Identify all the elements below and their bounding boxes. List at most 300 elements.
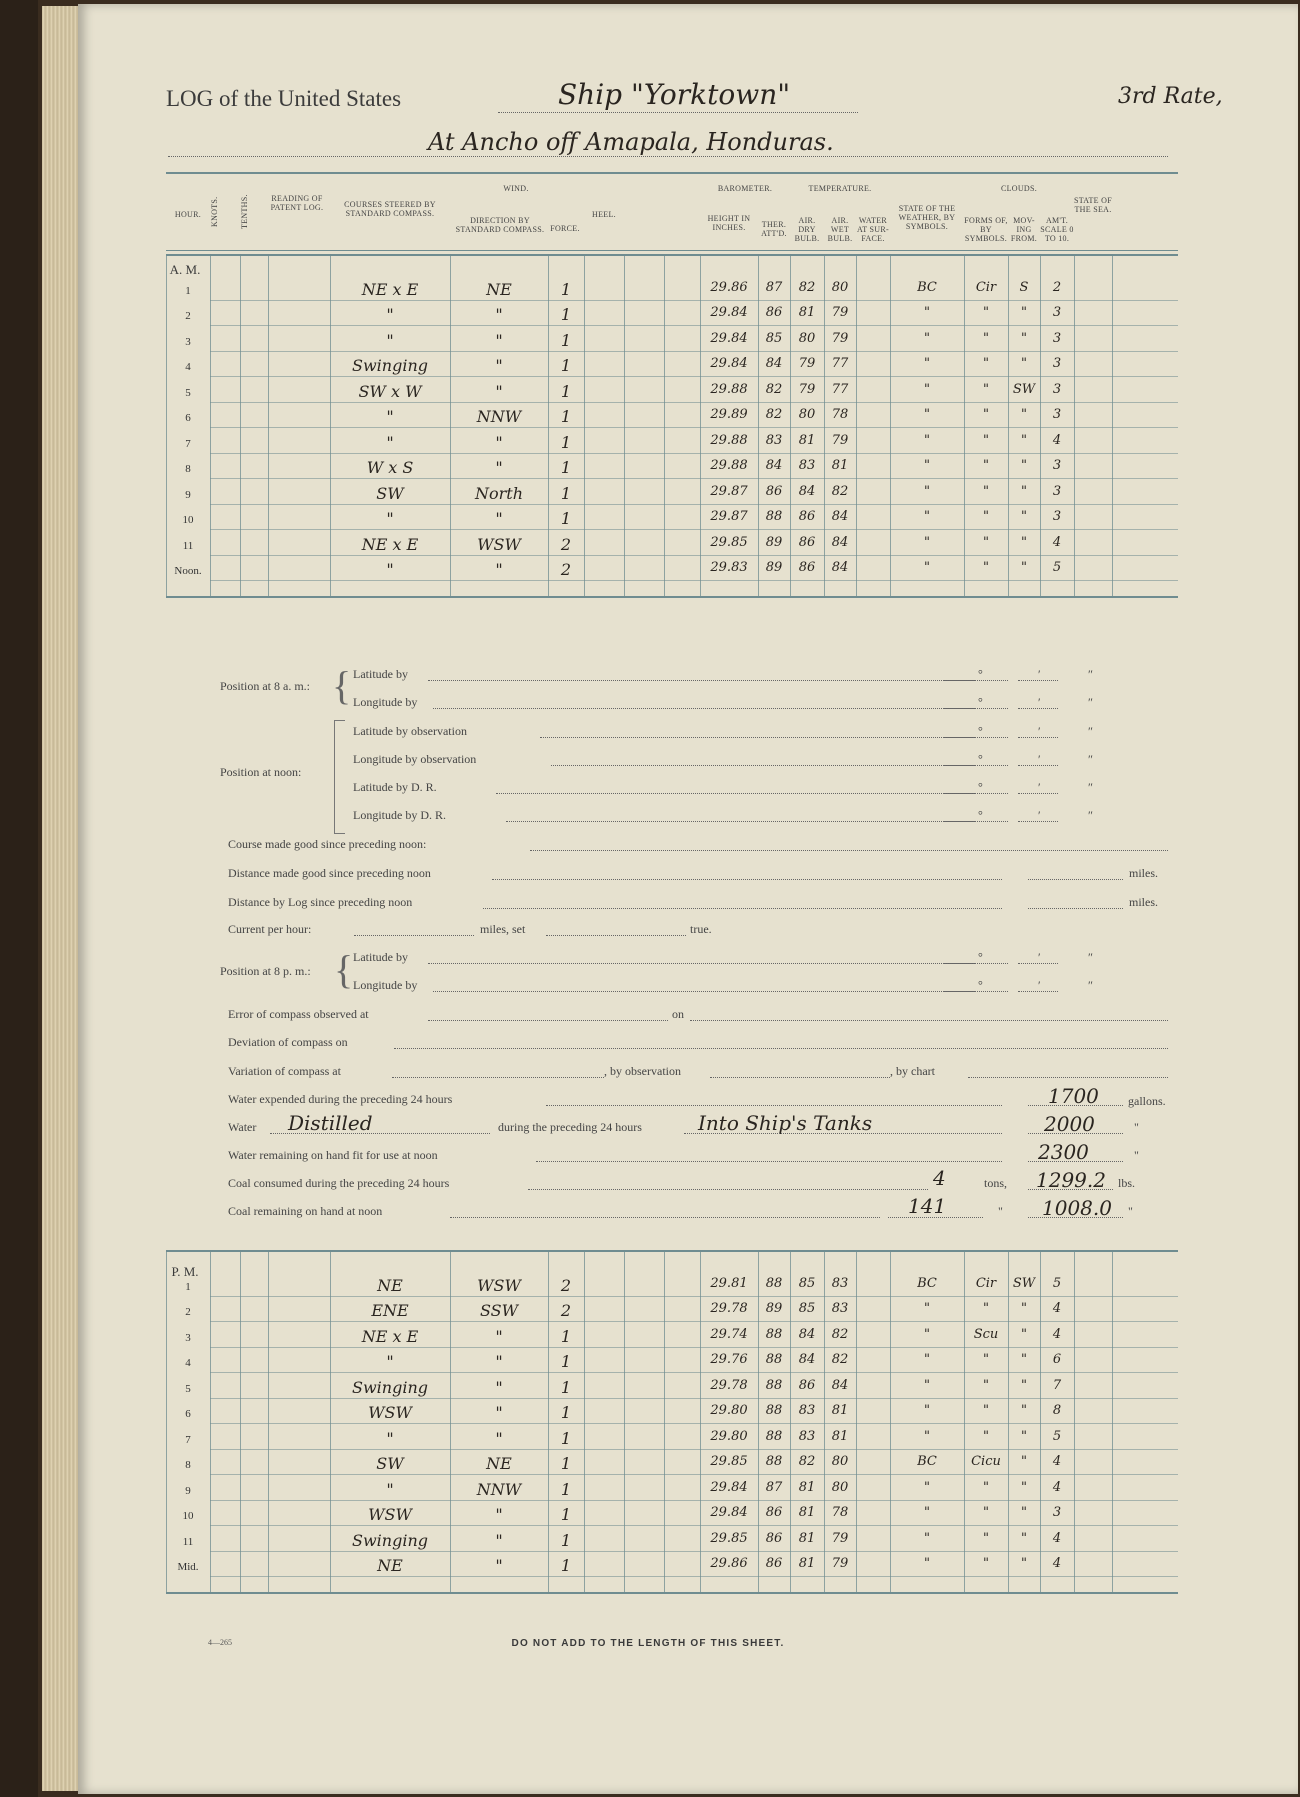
ditto-3: " bbox=[998, 1204, 1003, 1218]
am-ther-cell: 85 bbox=[765, 330, 783, 346]
am-force-cell: 1 bbox=[560, 279, 572, 299]
coordinate-blank bbox=[1018, 708, 1058, 709]
am-course-cell: SW bbox=[376, 483, 404, 503]
am-ther-cell: 89 bbox=[765, 560, 783, 575]
col-patent-log: READING OF PATENT LOG. bbox=[270, 194, 324, 212]
am-course-cell: " bbox=[386, 509, 394, 528]
pm-ther-cell: 86 bbox=[765, 1530, 783, 1546]
pm-weather-cell: " bbox=[924, 1352, 930, 1367]
am-hour-label: 10 bbox=[182, 514, 194, 526]
water-into-line bbox=[684, 1133, 1002, 1134]
col-weather: STATE OF THE WEATHER, BY SYMBOLS. bbox=[898, 204, 956, 231]
pm-forms-cell: " bbox=[983, 1556, 989, 1571]
am-dry-cell: 81 bbox=[798, 305, 816, 320]
sheet-notice: DO NOT ADD TO THE LENGTH OF THIS SHEET. bbox=[511, 1638, 785, 1649]
am-baro-cell: 29.88 bbox=[710, 432, 748, 448]
pm-forms-cell: " bbox=[983, 1428, 989, 1444]
am-row-rule bbox=[210, 351, 1178, 352]
coordinate-mark: ″ bbox=[1088, 978, 1093, 992]
coordinate-mark: ″ bbox=[1088, 724, 1093, 738]
col-courses: COURSES STEERED BY STANDARD COMPASS. bbox=[344, 200, 436, 218]
pm-hour-label: 11 bbox=[182, 1535, 194, 1548]
coordinate-blank bbox=[1018, 793, 1058, 794]
am-forms-cell: " bbox=[983, 356, 989, 371]
am-hour-label: 6 bbox=[185, 412, 191, 424]
coordinate-mark: ° bbox=[978, 780, 983, 794]
pm-wet-cell: 82 bbox=[831, 1352, 849, 1367]
pm-ther-cell: 88 bbox=[765, 1403, 783, 1418]
am-moving-cell: S bbox=[1019, 279, 1029, 295]
am-course-cell: " bbox=[386, 560, 394, 579]
pm-top-rule bbox=[166, 1250, 1178, 1252]
pm-dir-cell: " bbox=[495, 1352, 503, 1371]
pm-ther-cell: 86 bbox=[765, 1556, 783, 1571]
am-baro-cell: 29.87 bbox=[710, 483, 748, 499]
am-moving-cell: " bbox=[1021, 330, 1027, 346]
col-cloud-moving: MOV-ING FROM. bbox=[1010, 216, 1038, 243]
am-course-cell: NE x E bbox=[361, 534, 419, 554]
variation-line bbox=[392, 1077, 604, 1078]
pm-course-cell: NE bbox=[377, 1275, 403, 1295]
pm-moving-cell: " bbox=[1021, 1326, 1027, 1342]
ship-rate: 3rd Rate, bbox=[1118, 84, 1223, 109]
lat8am-label: Latitude by bbox=[353, 667, 408, 681]
lat8am-line bbox=[428, 680, 968, 681]
am-col-rule bbox=[664, 254, 665, 596]
pm-baro-cell: 29.85 bbox=[710, 1454, 748, 1469]
coordinate-blank bbox=[968, 991, 1008, 992]
dist-made-label: Distance made good since preceding noon bbox=[228, 866, 431, 880]
am-moving-cell: " bbox=[1021, 356, 1027, 371]
long-obs-line bbox=[551, 765, 968, 766]
col-heel: HEEL. bbox=[592, 210, 616, 219]
coordinate-mark: ′ bbox=[1038, 724, 1041, 738]
am-moving-cell: " bbox=[1021, 534, 1027, 550]
location: At Ancho off Amapala, Honduras. bbox=[428, 128, 834, 156]
am-forms-cell: " bbox=[983, 432, 989, 448]
pm-baro-cell: 29.80 bbox=[710, 1428, 748, 1444]
pm-ther-cell: 89 bbox=[765, 1301, 783, 1316]
pm-forms-cell: Cir bbox=[975, 1275, 997, 1291]
pm-ther-cell: 88 bbox=[765, 1326, 783, 1342]
am-forms-cell: " bbox=[983, 330, 989, 346]
coordinate-mark: ′ bbox=[1038, 752, 1041, 766]
pm-wet-cell: 80 bbox=[831, 1454, 849, 1469]
am-weather-cell: " bbox=[924, 330, 930, 346]
am-row-rule bbox=[210, 376, 1178, 377]
pm-col-rule bbox=[584, 1250, 585, 1592]
am-weather-cell: " bbox=[924, 483, 930, 499]
am-moving-cell: " bbox=[1021, 560, 1027, 575]
pm-weather-cell: " bbox=[924, 1403, 930, 1418]
lat-obs-label: Latitude by observation bbox=[353, 724, 467, 738]
variation-by-chart: , by chart bbox=[890, 1064, 935, 1078]
am-force-cell: 2 bbox=[560, 534, 572, 554]
pm-forms-cell: " bbox=[983, 1479, 989, 1495]
pm-dry-cell: 81 bbox=[798, 1530, 816, 1546]
am-ther-cell: 88 bbox=[765, 509, 783, 524]
coordinate-mark: ″ bbox=[1088, 950, 1093, 964]
coal-consumed-tons: 4 bbox=[933, 1166, 946, 1190]
pm-ther-cell: 88 bbox=[765, 1454, 783, 1469]
col-cloud-forms: FORMS OF, BY SYMBOLS. bbox=[964, 216, 1008, 243]
pm-dry-cell: 84 bbox=[798, 1326, 816, 1342]
pm-force-cell: 1 bbox=[560, 1377, 572, 1397]
pm-weather-cell: " bbox=[924, 1377, 930, 1393]
pm-dir-cell: " bbox=[495, 1556, 503, 1575]
pm-row-rule bbox=[210, 1474, 1178, 1475]
pm-wet-cell: 81 bbox=[831, 1403, 849, 1418]
pm-hour-label: 4 bbox=[185, 1357, 191, 1369]
pm-baro-cell: 29.80 bbox=[710, 1403, 748, 1418]
am-dry-cell: 83 bbox=[798, 458, 816, 473]
am-amt-cell: 3 bbox=[1052, 509, 1062, 524]
am-amt-cell: 4 bbox=[1052, 534, 1062, 550]
pm-forms-cell: " bbox=[983, 1377, 989, 1393]
pm-force-cell: 1 bbox=[560, 1352, 572, 1371]
pm-hour-label: 6 bbox=[185, 1408, 191, 1420]
am-force-cell: 1 bbox=[560, 407, 572, 426]
coordinate-mark: ″ bbox=[1088, 695, 1093, 709]
col-wind-force: FORCE. bbox=[550, 224, 580, 233]
pm-ther-cell: 88 bbox=[765, 1428, 783, 1444]
am-ther-cell: 82 bbox=[765, 381, 783, 397]
pm-force-cell: 2 bbox=[560, 1301, 572, 1320]
dist-log-unit: miles. bbox=[1129, 895, 1158, 909]
am-baro-cell: 29.89 bbox=[710, 407, 748, 422]
pm-amt-cell: 4 bbox=[1052, 1326, 1062, 1342]
water-expended-line bbox=[546, 1105, 1002, 1106]
coordinate-mark: ° bbox=[978, 978, 983, 992]
am-wet-cell: 79 bbox=[831, 330, 849, 346]
am-baro-cell: 29.88 bbox=[710, 458, 748, 473]
pm-amt-cell: 5 bbox=[1052, 1275, 1062, 1291]
brace-noon bbox=[334, 720, 345, 834]
am-course-cell: W x S bbox=[366, 458, 414, 477]
pm-dir-cell: " bbox=[495, 1530, 503, 1550]
am-wet-cell: 77 bbox=[831, 381, 849, 397]
coordinate-blank bbox=[968, 793, 1008, 794]
pm-dry-cell: 83 bbox=[798, 1428, 816, 1444]
deviation-label: Deviation of compass on bbox=[228, 1035, 348, 1049]
pm-wet-cell: 80 bbox=[831, 1479, 849, 1495]
pm-baro-cell: 29.78 bbox=[710, 1301, 748, 1316]
am-row-rule bbox=[210, 427, 1178, 428]
pm-amt-cell: 7 bbox=[1052, 1377, 1062, 1393]
am-col-rule bbox=[1074, 254, 1075, 596]
pm-amt-cell: 4 bbox=[1052, 1530, 1062, 1546]
coal-lbs-line bbox=[1028, 1189, 1113, 1190]
lat8pm-line bbox=[428, 963, 968, 964]
long8am-line bbox=[433, 708, 968, 709]
pm-course-cell: WSW bbox=[368, 1403, 412, 1422]
am-baro-cell: 29.86 bbox=[710, 279, 748, 295]
pm-course-cell: SW bbox=[376, 1454, 404, 1473]
am-ther-cell: 89 bbox=[765, 534, 783, 550]
coordinate-mark: ° bbox=[978, 752, 983, 766]
am-baro-cell: 29.85 bbox=[710, 534, 748, 550]
coal-remaining-tons: 141 bbox=[908, 1194, 947, 1218]
am-bottom-rule bbox=[166, 596, 1178, 598]
am-ther-cell: 84 bbox=[765, 458, 783, 473]
variation-by-obs: , by observation bbox=[604, 1064, 681, 1078]
pm-amt-cell: 4 bbox=[1052, 1479, 1062, 1495]
pm-weather-cell: BC bbox=[917, 1454, 937, 1469]
water-expended-value: 1700 bbox=[1048, 1084, 1099, 1108]
am-dir-cell: " bbox=[495, 509, 503, 528]
col-cloud-amt: AM'T. SCALE 0 TO 10. bbox=[1040, 216, 1074, 243]
pm-baro-cell: 29.86 bbox=[710, 1556, 748, 1571]
current-miles-set: miles, set bbox=[480, 922, 526, 936]
pm-dry-cell: 86 bbox=[798, 1377, 816, 1393]
am-wet-cell: 79 bbox=[831, 305, 849, 320]
col-sea: STATE OF THE SEA. bbox=[1074, 196, 1112, 214]
am-moving-cell: SW bbox=[1012, 381, 1036, 397]
coordinate-blank bbox=[968, 737, 1008, 738]
pm-row-rule bbox=[210, 1576, 1178, 1577]
am-wet-cell: 84 bbox=[831, 560, 849, 575]
am-force-cell: 1 bbox=[560, 432, 572, 452]
coordinate-mark: ° bbox=[978, 950, 983, 964]
pm-forms-cell: Scu bbox=[973, 1326, 999, 1342]
pm-col-rule bbox=[268, 1250, 269, 1592]
am-forms-cell: " bbox=[983, 458, 989, 473]
am-baro-cell: 29.84 bbox=[710, 356, 748, 371]
am-force-cell: 1 bbox=[560, 305, 572, 324]
am-force-cell: 2 bbox=[560, 560, 572, 579]
pm-dir-cell: NE bbox=[486, 1454, 512, 1473]
pm-forms-cell: " bbox=[983, 1301, 989, 1316]
pm-row-rule bbox=[210, 1551, 1178, 1552]
coal-consumed-line bbox=[528, 1189, 928, 1190]
gallons-unit: gallons. bbox=[1128, 1094, 1166, 1108]
am-moving-cell: " bbox=[1021, 407, 1027, 422]
am-dry-cell: 79 bbox=[798, 381, 816, 397]
coordinate-blank bbox=[968, 821, 1008, 822]
pm-col-rule bbox=[240, 1250, 241, 1592]
pm-ther-cell: 87 bbox=[765, 1479, 783, 1495]
pm-weather-cell: " bbox=[924, 1530, 930, 1546]
am-col-rule bbox=[624, 254, 625, 596]
pm-ther-cell: 88 bbox=[765, 1352, 783, 1367]
am-hour-label: 3 bbox=[185, 335, 191, 348]
am-forms-cell: " bbox=[983, 305, 989, 320]
pm-forms-cell: Cicu bbox=[971, 1454, 1001, 1469]
am-row-rule bbox=[210, 504, 1178, 505]
am-row-rule bbox=[210, 300, 1178, 301]
lbs-unit: lbs. bbox=[1118, 1176, 1136, 1190]
am-dry-cell: 80 bbox=[798, 330, 816, 346]
brace-8pm: { bbox=[334, 947, 354, 992]
pm-ther-cell: 88 bbox=[765, 1377, 783, 1393]
am-dry-cell: 80 bbox=[798, 407, 816, 422]
pm-moving-cell: SW bbox=[1012, 1275, 1036, 1291]
pm-force-cell: 2 bbox=[560, 1275, 572, 1295]
pm-weather-cell: " bbox=[924, 1301, 930, 1316]
am-amt-cell: 2 bbox=[1052, 279, 1062, 295]
am-row-rule bbox=[210, 453, 1178, 454]
long-dr-label: Longitude by D. R. bbox=[353, 808, 446, 822]
pm-wet-cell: 82 bbox=[831, 1326, 849, 1342]
coordinate-blank bbox=[968, 765, 1008, 766]
am-forms-cell: Cir bbox=[975, 279, 997, 295]
col-hour: HOUR. bbox=[174, 210, 202, 219]
am-amt-cell: 3 bbox=[1052, 458, 1062, 473]
pm-row-rule bbox=[210, 1296, 1178, 1297]
water-kind: Distilled bbox=[288, 1111, 373, 1135]
am-col-rule bbox=[1112, 254, 1113, 596]
col-air-dry: AIR. DRY BULB. bbox=[794, 216, 820, 243]
col-clouds: CLOUDS. bbox=[1000, 184, 1038, 193]
col-wind-dir: DIRECTION BY STANDARD COMPASS. bbox=[455, 216, 545, 234]
am-dry-cell: 86 bbox=[798, 509, 816, 524]
coordinate-mark: ′ bbox=[1038, 695, 1041, 709]
am-hour-label: 8 bbox=[185, 463, 191, 475]
am-weather-cell: " bbox=[924, 305, 930, 320]
pm-baro-cell: 29.76 bbox=[710, 1352, 748, 1367]
header-bottom-rule bbox=[166, 250, 1178, 251]
am-weather-cell: " bbox=[924, 356, 930, 371]
posnoon-label: Position at noon: bbox=[220, 765, 302, 779]
am-dir-cell: " bbox=[495, 356, 503, 375]
pm-row-rule bbox=[210, 1372, 1178, 1373]
am-weather-cell: " bbox=[924, 509, 930, 524]
coordinate-blank bbox=[1018, 765, 1058, 766]
coordinate-mark: ′ bbox=[1038, 780, 1041, 794]
pm-col-rule bbox=[210, 1250, 211, 1592]
pm-forms-cell: " bbox=[983, 1403, 989, 1418]
pm-baro-cell: 29.78 bbox=[710, 1377, 748, 1393]
pm-baro-cell: 29.74 bbox=[710, 1326, 748, 1342]
water-remaining-line bbox=[536, 1161, 1002, 1162]
water-expended-val-line bbox=[1028, 1105, 1123, 1106]
am-row-rule bbox=[210, 529, 1178, 530]
am-forms-cell: " bbox=[983, 381, 989, 397]
water-distilled-value: 2000 bbox=[1044, 1112, 1095, 1136]
water-remaining-val-line bbox=[1028, 1161, 1123, 1162]
ditto-4: " bbox=[1128, 1204, 1133, 1218]
pm-force-cell: 1 bbox=[560, 1326, 572, 1346]
am-dry-cell: 79 bbox=[798, 356, 816, 371]
am-ther-cell: 84 bbox=[765, 356, 783, 371]
coal-consumed-lbs: 1299.2 bbox=[1036, 1168, 1106, 1192]
ditto-2: " bbox=[1134, 1148, 1139, 1162]
error-compass-on: on bbox=[672, 1007, 684, 1021]
pm-wet-cell: 79 bbox=[831, 1556, 849, 1571]
am-hour-label: 1 bbox=[185, 284, 191, 297]
dist-made-val-line bbox=[1028, 879, 1123, 880]
am-col-rule bbox=[856, 254, 857, 596]
pm-hour-label: 9 bbox=[185, 1484, 191, 1497]
am-ther-cell: 87 bbox=[765, 279, 783, 295]
am-force-cell: 1 bbox=[560, 509, 572, 528]
am-col-rule bbox=[166, 254, 167, 596]
pm-course-cell: NE x E bbox=[361, 1326, 419, 1346]
pm-row-rule bbox=[210, 1423, 1178, 1424]
am-weather-cell: " bbox=[924, 534, 930, 550]
pm-moving-cell: " bbox=[1021, 1505, 1027, 1520]
coordinate-blank bbox=[1018, 737, 1058, 738]
pm-course-cell: " bbox=[386, 1428, 394, 1448]
coal-remaining-line bbox=[450, 1217, 880, 1218]
coordinate-blank bbox=[1018, 821, 1058, 822]
pm-dry-cell: 85 bbox=[798, 1301, 816, 1316]
pm-weather-cell: " bbox=[924, 1326, 930, 1342]
col-air-wet: AIR. WET BULB. bbox=[827, 216, 853, 243]
col-tenths: TENTHS. bbox=[240, 194, 249, 230]
pm-bottom-rule bbox=[166, 1592, 1178, 1594]
coordinate-blank bbox=[968, 680, 1008, 681]
am-wet-cell: 80 bbox=[831, 279, 849, 295]
water-label: Water bbox=[228, 1120, 257, 1134]
course-made-line bbox=[530, 850, 1168, 851]
pm-force-cell: 1 bbox=[560, 1505, 572, 1524]
coordinate-mark: ″ bbox=[1088, 667, 1093, 681]
am-dir-cell: " bbox=[495, 560, 503, 579]
am-dir-cell: WSW bbox=[477, 534, 521, 554]
pm-baro-cell: 29.81 bbox=[710, 1275, 748, 1291]
pm-col-rule bbox=[1074, 1250, 1075, 1592]
pm-course-cell: Swinging bbox=[352, 1377, 428, 1397]
am-amt-cell: 3 bbox=[1052, 356, 1062, 371]
am-dry-cell: 84 bbox=[798, 483, 816, 499]
pm-forms-cell: " bbox=[983, 1530, 989, 1546]
am-moving-cell: " bbox=[1021, 458, 1027, 473]
coal-consumed-label: Coal consumed during the preceding 24 hours bbox=[228, 1176, 450, 1190]
am-course-cell: " bbox=[386, 330, 394, 350]
pm-amt-cell: 4 bbox=[1052, 1301, 1062, 1316]
am-ther-cell: 86 bbox=[765, 305, 783, 320]
am-hour-label: 11 bbox=[182, 539, 194, 552]
pm-forms-cell: " bbox=[983, 1505, 989, 1520]
dist-log-label: Distance by Log since preceding noon bbox=[228, 895, 413, 909]
pm-col-rule bbox=[664, 1250, 665, 1592]
am-baro-cell: 29.83 bbox=[710, 560, 748, 575]
pm-col-rule bbox=[856, 1250, 857, 1592]
lat8pm-label: Latitude by bbox=[353, 950, 408, 964]
am-forms-cell: " bbox=[983, 534, 989, 550]
pm-dir-cell: " bbox=[495, 1326, 503, 1346]
am-course-cell: SW x W bbox=[358, 381, 422, 401]
long8pm-line bbox=[433, 991, 968, 992]
col-water: WATER AT SUR-FACE. bbox=[857, 216, 889, 243]
am-wet-cell: 81 bbox=[831, 458, 849, 473]
coal-remaining-lbs: 1008.0 bbox=[1042, 1196, 1112, 1220]
dist-made-line bbox=[492, 879, 1002, 880]
am-row-rule bbox=[210, 580, 1178, 581]
tons-unit: tons, bbox=[984, 1176, 1008, 1190]
am-wet-cell: 84 bbox=[831, 509, 849, 524]
col-baro-height: HEIGHT IN INCHES. bbox=[707, 214, 751, 232]
long8pm-label: Longitude by bbox=[353, 978, 418, 992]
pm-dry-cell: 84 bbox=[798, 1352, 816, 1367]
pm-weather-cell: " bbox=[924, 1428, 930, 1444]
pm-label: P. M. bbox=[171, 1264, 199, 1279]
table-top-rule bbox=[166, 172, 1178, 174]
pm-amt-cell: 8 bbox=[1052, 1403, 1062, 1418]
coordinate-mark: ° bbox=[978, 695, 983, 709]
pm-moving-cell: " bbox=[1021, 1556, 1027, 1571]
error-on-line bbox=[690, 1020, 1168, 1021]
am-row-rule bbox=[210, 555, 1178, 556]
pm-dir-cell: " bbox=[495, 1505, 503, 1524]
am-row-rule bbox=[210, 325, 1178, 326]
pm-force-cell: 1 bbox=[560, 1556, 572, 1575]
pm-wet-cell: 78 bbox=[831, 1505, 849, 1520]
am-moving-cell: " bbox=[1021, 509, 1027, 524]
am-dir-cell: NNW bbox=[476, 407, 522, 426]
pm-weather-cell: " bbox=[924, 1505, 930, 1520]
